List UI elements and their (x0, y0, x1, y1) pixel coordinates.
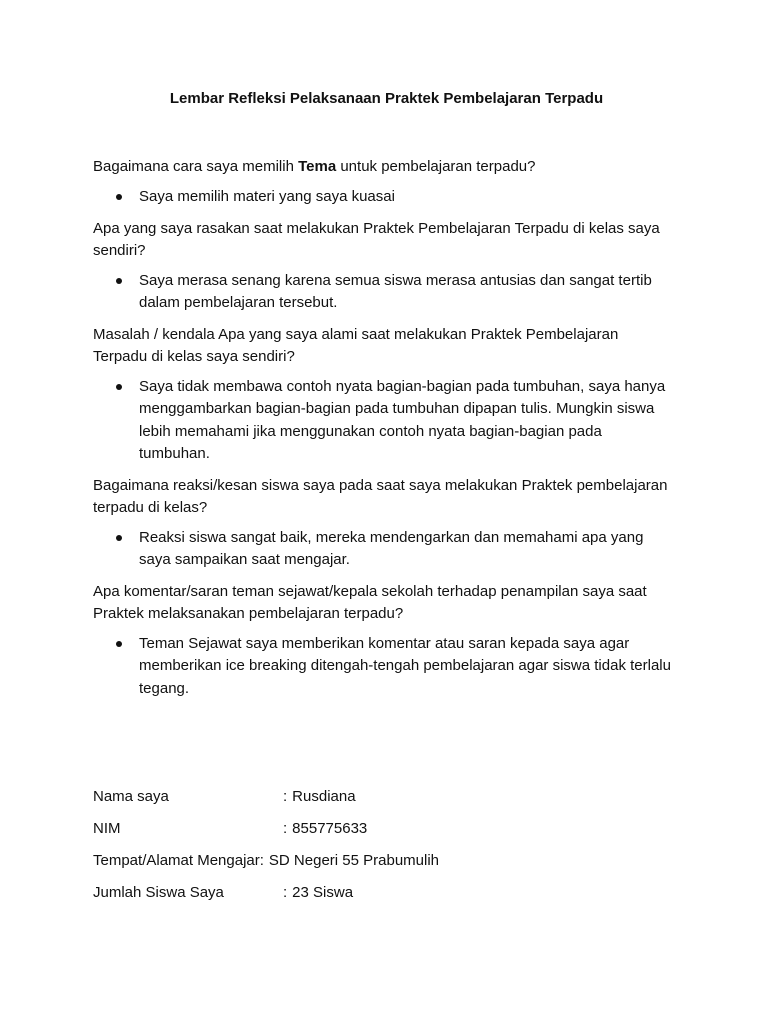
answer-list-2 (93, 270, 676, 315)
bullet-icon (116, 641, 122, 647)
bullet-icon (116, 194, 122, 200)
bullet-icon (116, 535, 122, 541)
answer-5-text: Teman Sejawat saya memberikan komentar atau saran kepada saya agar memberikan ice breaking ditengah-tengah pembelajaran agar siswa tidak terlalu tegang. (139, 634, 671, 697)
info-row-nim (93, 818, 693, 850)
info-separator: : (283, 820, 288, 837)
bullet-icon (116, 384, 122, 390)
info-separator: : (283, 884, 288, 901)
question-1-text-start: Bagaimana cara saya memilih (93, 158, 299, 175)
answer-5 (93, 633, 676, 701)
document-title: Lembar Refleksi Pelaksanaan Praktek Pembelajaran Terpadu (169, 90, 604, 107)
info-value-nim: 855775633 (292, 820, 368, 837)
info-label-nim: NIM (93, 820, 121, 837)
question-5: Apa komentar/saran teman sejawat/kepala sekolah terhadap penampilan saya saat Praktek melaksanakan pembelajaran terpadu? (93, 582, 647, 622)
info-row-name (93, 786, 693, 818)
answer-4 (93, 527, 676, 572)
answer-list-4 (93, 527, 676, 572)
question-1 (93, 156, 676, 178)
question-1-bold-term: Tema (298, 158, 337, 175)
answer-1-text: Saya memilih materi yang saya kuasai (139, 188, 395, 205)
personal-info (93, 786, 693, 914)
answer-list-1 (93, 186, 676, 209)
question-3: Masalah / kendala Apa yang saya alami saat melakukan Praktek Pembelajaran Terpadu di kelas saya sendiri? (93, 325, 619, 365)
info-label-students: Jumlah Siswa Saya (93, 884, 224, 901)
info-separator: : (259, 852, 264, 869)
question-1-text-end: untuk pembelajaran terpadu? (336, 158, 536, 175)
bullet-icon (116, 278, 122, 284)
info-value-name: Rusdiana (292, 788, 356, 805)
info-row-location (93, 850, 693, 882)
answer-4-text: Reaksi siswa sangat baik, mereka mendengarkan dan memahami apa yang saya sampaikan saat mengajar. (139, 528, 644, 568)
question-2: Apa yang saya rasakan saat melakukan Praktek Pembelajaran Terpadu di kelas saya sendiri? (93, 219, 660, 259)
answer-list-3 (93, 376, 676, 466)
answer-2-text: Saya merasa senang karena semua siswa merasa antusias dan sangat tertib dalam pembelajaran tersebut. (139, 271, 652, 311)
answer-3 (93, 376, 676, 466)
answer-2 (93, 270, 676, 315)
info-label-location: Tempat/Alamat Mengajar (93, 852, 260, 869)
question-4: Bagaimana reaksi/kesan siswa saya pada saat saya melakukan Praktek pembelajaran terpadu di kelas? (93, 476, 668, 516)
answer-list-5 (93, 633, 676, 701)
info-value-students: 23 Siswa (292, 884, 354, 901)
info-label-name: Nama saya (93, 788, 169, 805)
answer-1 (93, 186, 676, 209)
info-row-students (93, 882, 693, 914)
info-separator: : (283, 788, 288, 805)
info-value-location: SD Negeri 55 Prabumulih (268, 852, 440, 869)
answer-3-text: Saya tidak membawa contoh nyata bagian-bagian pada tumbuhan, saya hanya menggambarkan bagian-bagian pada tumbuhan dipapan tulis. Mungkin siswa lebih memahami jika menggunakan contoh nyata bagian-bagian pada tumbuhan. (139, 377, 666, 462)
